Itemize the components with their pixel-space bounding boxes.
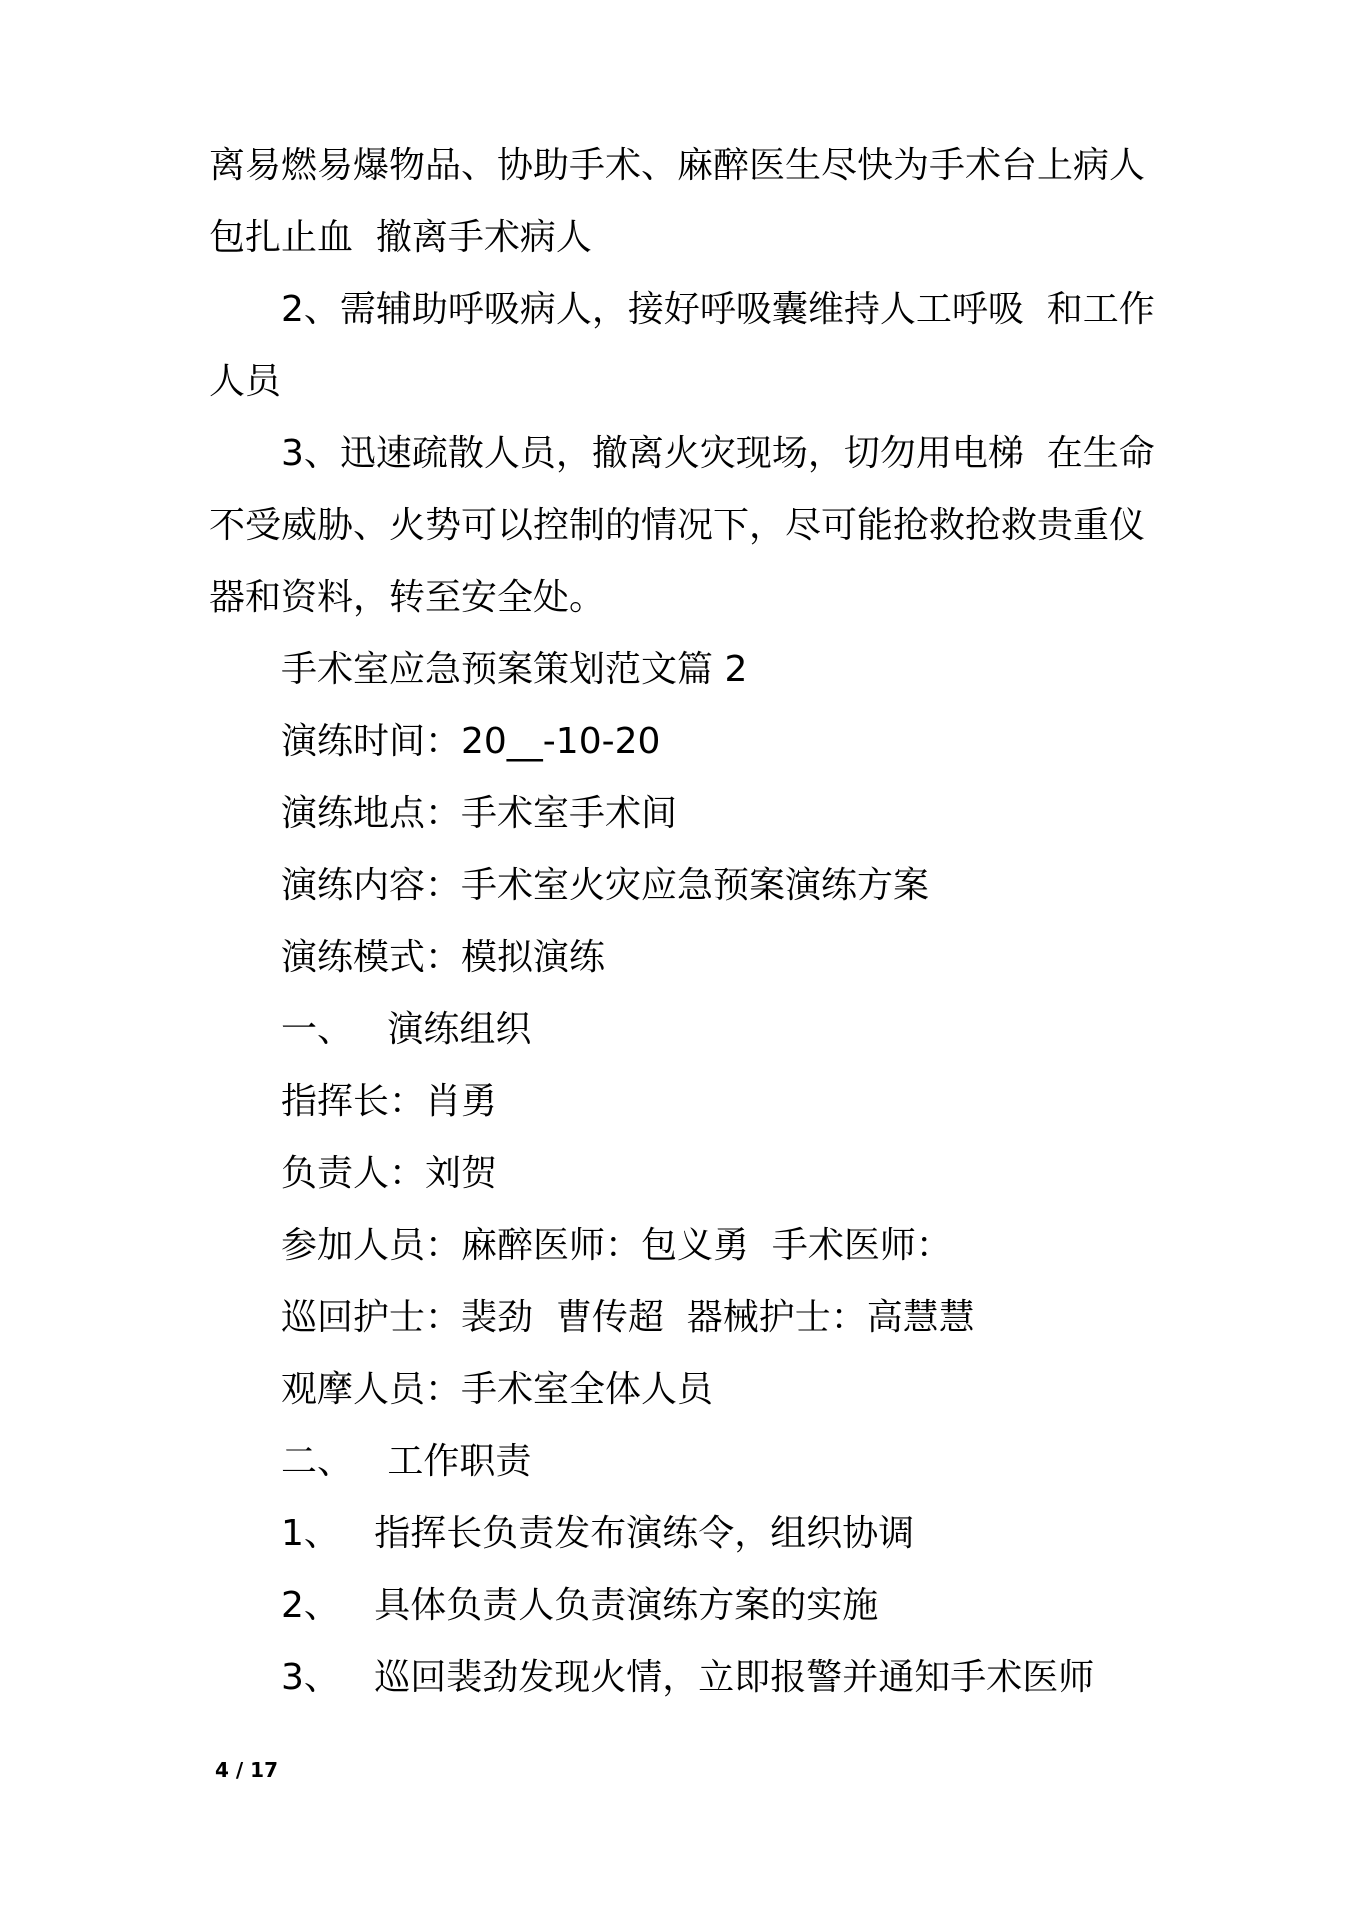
drill-content: 演练内容：手术室火灾应急预案演练方案 [281,865,930,906]
text-line-3: 2、需辅助呼吸病人，接好呼吸囊维持人工呼吸 和工作 [281,289,1155,330]
nurses: 巡回护士：裴劲 曹传超 器械护士：高慧慧 [281,1297,975,1338]
text-line-1: 离易燃易爆物品、协助手术、麻醉医生尽快为手术台上病人 [209,145,1146,186]
text-line-6: 不受威胁、火势可以控制的情况下，尽可能抢救抢救贵重仪 [209,505,1146,546]
page-number: 4 / 17 [215,1758,278,1782]
section-title: 手术室应急预案策划范文篇 2 [281,649,748,690]
drill-mode: 演练模式：模拟演练 [281,937,606,978]
observers: 观摩人员：手术室全体人员 [281,1369,714,1410]
text-line-5: 3、迅速疏散人员，撤离火灾现场，切勿用电梯 在生命 [281,433,1155,474]
document-body [209,130,1169,1714]
participants: 参加人员：麻醉医师：包义勇 手术医师： [281,1225,952,1266]
heading-duties: 二、 工作职责 [281,1441,532,1482]
duty-item-1: 1、 指挥长负责发布演练令，组织协调 [281,1513,915,1554]
commander: 指挥长：肖勇 [281,1081,498,1122]
drill-time: 演练时间：20__-10-20 [281,721,661,762]
text-line-7: 器和资料，转至安全处。 [209,577,606,618]
text-line-2: 包扎止血 撤离手术病人 [209,217,592,258]
heading-organization: 一、 演练组织 [281,1009,532,1050]
duty-item-2: 2、 具体负责人负责演练方案的实施 [281,1585,879,1626]
person-in-charge: 负责人：刘贺 [281,1153,498,1194]
drill-location: 演练地点：手术室手术间 [281,793,678,834]
text-line-4: 人员 [209,361,282,402]
duty-item-3: 3、 巡回裴劲发现火情，立即报警并通知手术医师 [281,1657,1095,1698]
